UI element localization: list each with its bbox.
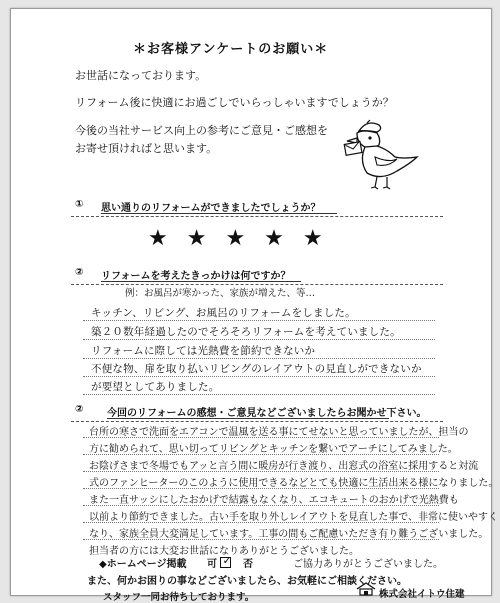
homepage-ng-label: 否 <box>243 559 253 570</box>
q2-answer-line-1: キッチン、リビング、お風呂のリフォームをしました。 <box>91 307 356 319</box>
q2-number: ② <box>75 267 84 278</box>
intro-line-3: 今後の当社サービス向上の参考にご意見・ご感想を <box>75 124 328 137</box>
staff-message: スタッフ一同お待ちしております。 <box>103 592 255 603</box>
q3-answer-line-8: 担当者の方には大変お世話になりありがとうございました。 <box>89 546 359 557</box>
survey-sheet <box>10 8 499 603</box>
q2-example: 例：お風呂が寒かった、家族が増えた、等… <box>125 288 316 299</box>
homepage-consent-label: ◆ホームページ掲載 <box>99 559 187 570</box>
closing-message: また、何かお困りの事などございましたら、お気軽にご相談ください。 <box>87 576 407 587</box>
homepage-ok-checkbox[interactable] <box>220 554 232 568</box>
homepage-ok-option[interactable] <box>207 555 231 570</box>
q1-question: 思い通りのリフォームができましたでしょうか？ <box>101 203 321 214</box>
bird-mascot-illustration <box>337 117 419 195</box>
q3-answer-line-5: また一直サッシにしたおかげで結露もなくなり、エコキュートのおかげで光熱費も <box>89 495 459 506</box>
intro-line-2: リフォーム後に快適にお過ごしでいらっしゃいますでしょうか？ <box>75 96 394 109</box>
q2-question: リフォームを考えたきっかけは何ですか？ <box>101 271 291 282</box>
q2-answer-line-5: が要望としてありました。 <box>91 381 220 393</box>
survey-title: ＊お客様アンケートのお願い＊ <box>133 42 329 57</box>
q3-answer-line-7: なり、家族全員大変満足しています。工事の間もご配慮いただき有り難うございました。 <box>89 529 489 540</box>
q2-answer-line-2: 築２０数年経過したのでそろそろリフォームを考えていました。 <box>91 326 401 338</box>
checkmark-icon: ✓ <box>222 554 232 567</box>
house-logo-icon <box>355 582 377 596</box>
q3-answer-line-1: 台所の寒さで洗面をエアコンで温風を送る事にてせないと思っていましたが、担当の <box>89 427 469 438</box>
q3-answer-line-3: お陰げさまで冬場でもアッと言う間に暖房が行き渡り、出窓式の浴室に採用すると対流 <box>89 461 479 472</box>
q2-answer-line-3: リフォームに際しては光熱費を節約できないか <box>91 345 316 357</box>
q1-star-rating: ★★★★★ <box>148 226 342 251</box>
q2-answer-line-4: 不便な物、扉を取り払いリビングのレイアウトの見直しができないか <box>91 363 422 375</box>
q3-answer-line-6: 以前より節約できました。古い手を取り外しレイアウトを見直した事で、非常に使いやすく <box>89 512 498 523</box>
q3-question: 今回のリフォームの感想・ご意見などございましたらお聞かせ下さい。 <box>107 408 427 419</box>
intro-line-4: お寄せ頂ければと思います。 <box>75 142 218 155</box>
q3-number: ② <box>75 404 84 415</box>
thanks-message: ご協力ありがとうございました。 <box>293 559 443 570</box>
homepage-ok-label: 可 <box>207 559 217 570</box>
intro-line-1: お世話になっております。 <box>75 69 207 82</box>
homepage-ng-option[interactable] <box>243 555 253 570</box>
company-name: 株式会社イトウ住建 <box>379 589 465 600</box>
q3-answer-line-2: 方に勧められて、思い切ってリビングとキッチンを繋いでアーチにしてみました。 <box>89 444 458 455</box>
q1-number: ① <box>75 199 84 210</box>
q3-answer-line-4: 式のファンヒーターのこのように使用できるなどとても快適に生活出来る様になりました。 <box>89 478 499 489</box>
